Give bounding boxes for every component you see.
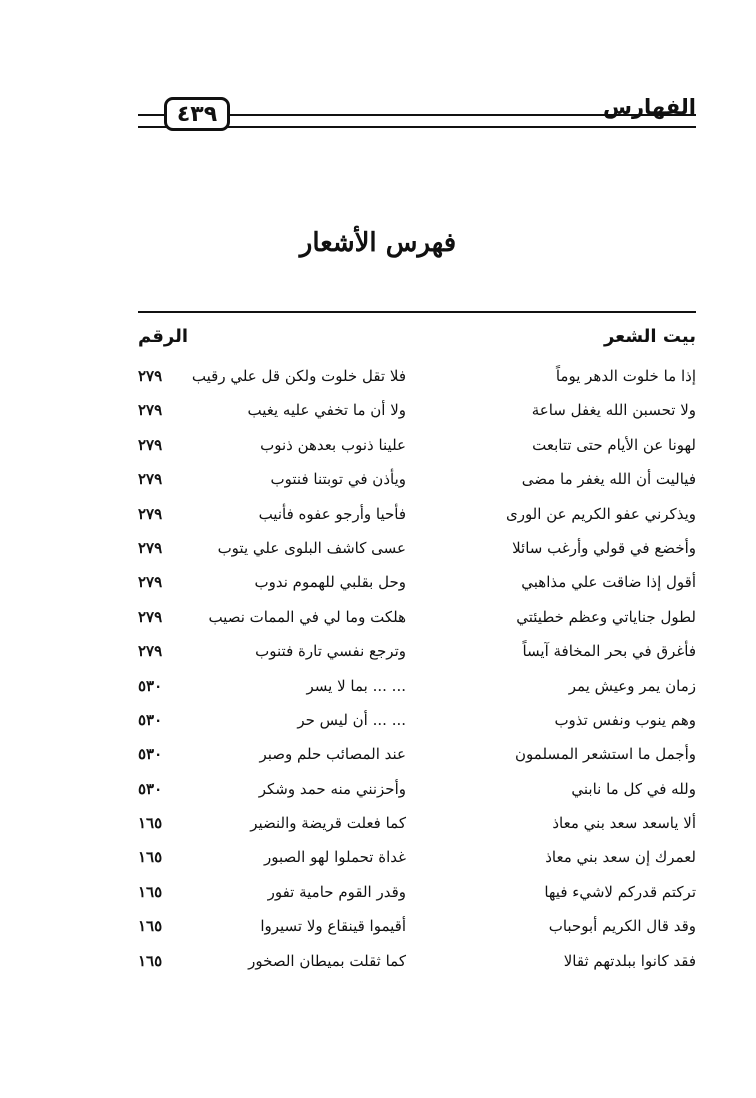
verse-second-hemistich: ولا أن ما تخفي عليه يغيب <box>247 401 406 420</box>
verse-first-hemistich: ألا ياسعد سعد بني معاذ <box>552 814 696 833</box>
verse-second-hemistich: ... ... أن ليس حر <box>297 710 406 729</box>
page-reference: ٢٧٩ <box>138 573 163 592</box>
column-headers <box>138 326 696 356</box>
page-reference: ١٦٥ <box>138 917 163 936</box>
verse-second-hemistich: وأحزنني منه حمد وشكر <box>258 779 406 798</box>
index-row <box>138 910 696 944</box>
index-title: فهرس الأشعار <box>299 228 457 258</box>
verse-second-hemistich: كما فعلت قريضة والنضير <box>250 814 406 833</box>
page-header <box>138 95 696 135</box>
column-header-number: الرقم <box>138 326 189 347</box>
verse-second-hemistich: عسى كاشف البلوى علي يتوب <box>217 538 406 557</box>
verse-first-hemistich: زمان يمر وعيش يمر <box>568 676 696 695</box>
verse-second-hemistich: ... ... بما لا يسر <box>306 676 406 695</box>
page-reference: ٥٣٠ <box>138 745 163 764</box>
index-row <box>138 945 696 979</box>
page-reference: ٥٣٠ <box>138 676 163 695</box>
page-reference: ٥٣٠ <box>138 779 163 798</box>
page-reference: ٢٧٩ <box>138 367 163 385</box>
page-reference: ٢٧٩ <box>138 642 163 661</box>
page-reference: ٢٧٩ <box>138 401 163 420</box>
table-top-rule <box>138 311 696 313</box>
index-row <box>138 360 696 394</box>
page-reference: ٢٧٩ <box>138 538 163 557</box>
verse-first-hemistich: فقد كانوا ببلدتهم ثقالا <box>563 951 696 970</box>
index-row <box>138 429 696 463</box>
verse-first-hemistich: لطول جناياتي وعظم خطيئتي <box>516 607 696 626</box>
page-reference: ٢٧٩ <box>138 470 163 489</box>
page-reference: ١٦٥ <box>138 882 163 901</box>
page-reference: ٢٧٩ <box>138 607 163 626</box>
verse-second-hemistich: غداة تحملوا لهو الصبور <box>264 848 406 867</box>
index-row <box>138 566 696 600</box>
verse-second-hemistich: هلكت وما لي في الممات نصيب <box>208 607 406 626</box>
poetry-index-list <box>138 360 696 979</box>
index-row <box>138 738 696 772</box>
verse-first-hemistich: ولا تحسبن الله يغفل ساعة <box>531 401 696 420</box>
verse-first-hemistich: أقول إذا ضاقت علي مذاهبي <box>521 573 696 592</box>
verse-first-hemistich: لعمرك إن سعد بني معاذ <box>545 848 696 867</box>
verse-first-hemistich: تركتم قدركم لاشيء فيها <box>544 882 696 901</box>
index-row <box>138 601 696 635</box>
verse-first-hemistich: وأجمل ما استشعر المسلمون <box>515 745 696 764</box>
verse-second-hemistich: وحل بقلبي للهموم ندوب <box>254 573 406 592</box>
verse-second-hemistich: وترجع نفسي تارة فتنوب <box>255 642 406 661</box>
index-row <box>138 841 696 875</box>
index-row <box>138 463 696 497</box>
page-reference: ٢٧٩ <box>138 504 163 523</box>
verse-first-hemistich: ويذكرني عفو الكريم عن الورى <box>505 504 696 523</box>
verse-second-hemistich: أقيموا قينقاع ولا تسيروا <box>260 917 406 936</box>
page-reference: ١٦٥ <box>138 951 163 970</box>
index-row <box>138 532 696 566</box>
index-row <box>138 394 696 428</box>
verse-second-hemistich: علينا ذنوب بعدهن ذنوب <box>260 435 406 454</box>
verse-second-hemistich: عند المصائب حلم وصبر <box>259 745 406 764</box>
page-reference: ١٦٥ <box>138 848 163 867</box>
verse-first-hemistich: وقد قال الكريم أبوحباب <box>548 917 696 936</box>
index-row <box>138 498 696 532</box>
page-number: ٤٣٩ <box>164 97 230 131</box>
index-row <box>138 670 696 704</box>
verse-first-hemistich: وأخضع في قولي وأرغب سائلا <box>512 538 696 557</box>
verse-second-hemistich: وقدر القوم حامية تفور <box>267 882 406 901</box>
page-reference: ٥٣٠ <box>138 710 163 729</box>
verse-second-hemistich: كما ثقلت بميطان الصخور <box>248 951 406 970</box>
verse-second-hemistich: فلا تقل خلوت ولكن قل علي رقيب <box>191 367 406 385</box>
verse-first-hemistich: فأغرق في بحر المخافة آيساً <box>522 642 696 661</box>
verse-second-hemistich: فأحيا وأرجو عفوه فأنيب <box>258 504 406 523</box>
index-row <box>138 704 696 738</box>
page-reference: ٢٧٩ <box>138 435 163 454</box>
verse-second-hemistich: ويأذن في توبتنا فنتوب <box>270 470 406 489</box>
page-reference: ١٦٥ <box>138 814 163 833</box>
verse-first-hemistich: إذا ما خلوت الدهر يوماً <box>555 367 696 385</box>
verse-first-hemistich: لهونا عن الأيام حتى تتابعت <box>532 435 696 454</box>
index-row <box>138 876 696 910</box>
index-row <box>138 807 696 841</box>
verse-first-hemistich: ولله في كل ما نابني <box>571 779 696 798</box>
verse-first-hemistich: وهم ينوب ونفس تذوب <box>554 710 696 729</box>
column-header-verse: بيت الشعر <box>603 326 696 347</box>
index-row <box>138 635 696 669</box>
verse-first-hemistich: فياليت أن الله يغفر ما مضى <box>521 470 696 489</box>
index-row <box>138 773 696 807</box>
running-title: الفهارس <box>602 95 696 119</box>
